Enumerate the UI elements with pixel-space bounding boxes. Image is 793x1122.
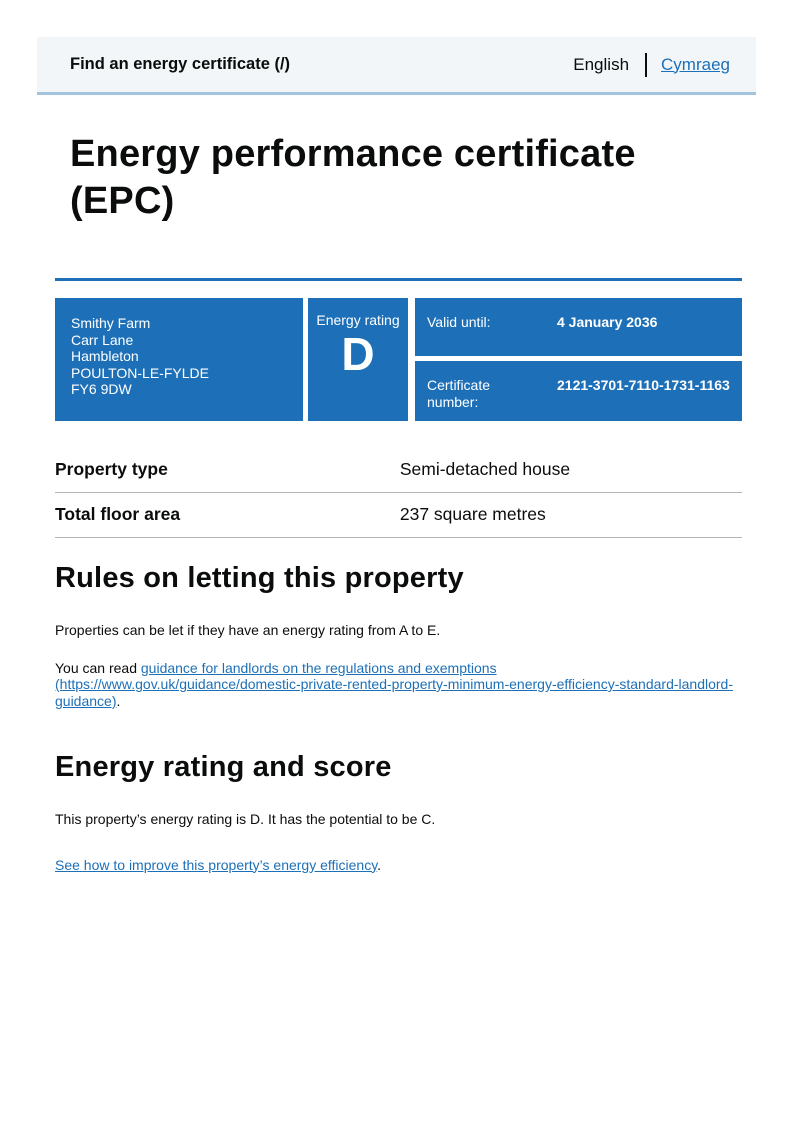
- address-line-5: FY6 9DW: [71, 381, 132, 397]
- rules-section-heading: Rules on letting this property: [55, 562, 464, 594]
- valid-until-value: 4 January 2036: [557, 314, 658, 330]
- rules-on-letting-section: [55, 561, 742, 709]
- property-details-table: [55, 448, 742, 538]
- property-type-label: Property type: [55, 459, 168, 479]
- epc-summary-banner: [55, 298, 742, 421]
- valid-until-label: Valid until:: [427, 314, 491, 330]
- landlord-guidance-link[interactable]: guidance for landlords on the regulations and exemptions (https://www.gov.uk/guidance/domestic-private-rented-property-minimum-energy-efficiency-standard-landlord-guidance): [55, 659, 733, 709]
- property-address-box: [55, 298, 303, 421]
- guidance-text-suffix: .: [116, 692, 121, 709]
- valid-until-box: [415, 298, 742, 356]
- address-line-1: Smithy Farm: [71, 315, 151, 331]
- site-header: [37, 37, 756, 95]
- certificate-number-value: 2121-3701-7110-1731-1163: [557, 377, 730, 393]
- improve-paragraph: [55, 857, 735, 874]
- banner-right-column: [415, 298, 742, 421]
- property-type-value: Semi-detached house: [399, 459, 571, 479]
- service-name-link[interactable]: Find an energy certificate (/): [70, 55, 291, 73]
- language-current-english: English: [573, 54, 630, 74]
- total-floor-area-value: 237 square metres: [399, 504, 546, 524]
- address-line-2: Carr Lane: [71, 331, 134, 348]
- energy-rating-value: D: [341, 328, 375, 380]
- title-divider-rule: [55, 278, 742, 281]
- language-separator: [645, 53, 647, 77]
- improve-text-suffix: .: [377, 856, 382, 873]
- table-row-total-floor-area: [55, 493, 742, 538]
- address-line-3: Hambleton: [71, 348, 139, 364]
- rating-section-heading: Energy rating and score: [55, 751, 392, 783]
- language-switcher: [573, 53, 730, 77]
- rules-paragraph: Properties can be let if they have an energy rating from A to E.: [55, 622, 441, 638]
- guidance-paragraph: [55, 660, 735, 710]
- table-row-property-type: [55, 448, 742, 493]
- language-link-cymraeg[interactable]: Cymraeg: [661, 54, 730, 74]
- energy-rating-score-section: [55, 750, 742, 873]
- rating-summary-paragraph: This property’s energy rating is D. It has the potential to be C.: [55, 811, 436, 827]
- guidance-text-prefix: You can read: [55, 659, 141, 676]
- certificate-number-box: [415, 361, 742, 421]
- improve-efficiency-link[interactable]: See how to improve this property’s energy efficiency: [55, 856, 378, 873]
- total-floor-area-label: Total floor area: [55, 504, 181, 524]
- page-title: Energy performance certificate (EPC): [70, 133, 636, 222]
- main-content: [55, 131, 742, 873]
- energy-rating-box: [308, 298, 408, 421]
- certificate-number-label: Certificate number:: [427, 377, 491, 410]
- address-line-4: POULTON-LE-FYLDE: [71, 364, 209, 381]
- energy-rating-label: Energy rating: [316, 312, 400, 328]
